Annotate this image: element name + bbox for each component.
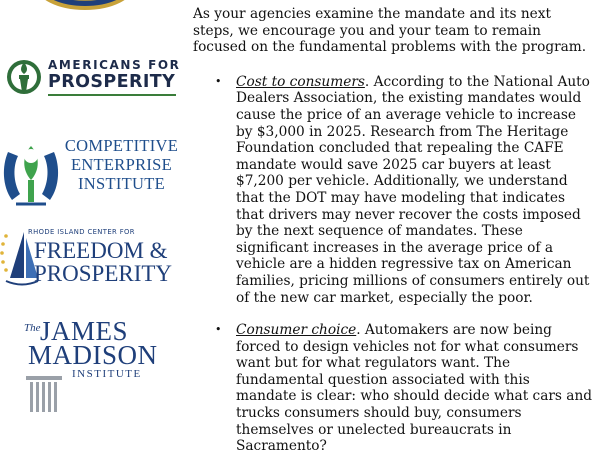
afp-logo xyxy=(4,52,179,102)
bullet-cost-to-consumers xyxy=(193,74,593,306)
logo-sidebar xyxy=(0,0,185,437)
ri-wordmark xyxy=(34,239,172,285)
cei-logo xyxy=(0,136,185,214)
bullet-title: Consumer choice xyxy=(236,322,357,339)
bullet-marker: • xyxy=(215,323,222,337)
afp-line1: AMERICANS FOR xyxy=(48,58,181,72)
bullet-consumer-choice xyxy=(193,322,593,455)
jmi-line1: JAMES xyxy=(40,316,129,346)
torch-icon xyxy=(4,52,44,102)
afp-line2: PROSPERITY xyxy=(48,72,176,92)
jmi-line2: MADISON xyxy=(28,340,158,370)
bullet-list xyxy=(193,74,593,455)
bullet-marker: • xyxy=(215,74,222,88)
cei-line1: COMPETITIVE xyxy=(64,136,179,155)
intro-paragraph: As your agencies examine the mandate and its next steps, we encourage you and your team to remain focused on the fundamental problems with the program. xyxy=(193,6,587,56)
cei-emblem-icon xyxy=(0,136,62,208)
cei-wordmark xyxy=(58,136,185,193)
bullet-text: . According to the National Auto Dealers Association, the existing mandates would cause the price of an average vehicle to increase by $3,000 in 2025. Research from The Heritage Foundation concluded that repealing the CAFE mandate would save 2025 car buyers at least $7,200 per vehicle. Additionally, we understand that the DOT may have modeling that indicates that drivers may never recover the costs imposed by the next sequence of mandates. These significant increases in the average price of a vehicle are a hidden regressive tax on American families, pricing millions of consumers entirely out of the new car market, especially the poor. xyxy=(236,73,590,306)
column-icon xyxy=(24,376,64,416)
letter-body xyxy=(193,6,593,455)
ri-line2: PROSPERITY xyxy=(34,261,173,286)
ri-line1: FREEDOM & xyxy=(34,238,168,263)
bullet-title: Cost to consumers xyxy=(236,73,365,90)
seal-icon xyxy=(30,0,140,12)
ri-small-text: RHODE ISLAND CENTER FOR xyxy=(28,228,135,236)
seal-logo xyxy=(30,0,140,12)
jmi-line3: INSTITUTE xyxy=(72,368,142,380)
afp-underline xyxy=(48,94,176,96)
jmi-the: The xyxy=(24,322,41,334)
bullet-text: . Automakers are now being forced to design vehicles not for what consumers want but for what regulators want. The fundamental question associated with this mandate is clear: who should decide what cars and trucks consumers should buy, consumers themselves or unelected bureaucrats in Sacramento? xyxy=(236,322,593,455)
cei-line3: INSTITUTE xyxy=(77,174,165,193)
jmi-logo xyxy=(10,318,175,418)
afp-wordmark xyxy=(48,58,181,92)
cei-line2: ENTERPRISE xyxy=(70,155,173,174)
ri-center-logo xyxy=(0,226,185,292)
